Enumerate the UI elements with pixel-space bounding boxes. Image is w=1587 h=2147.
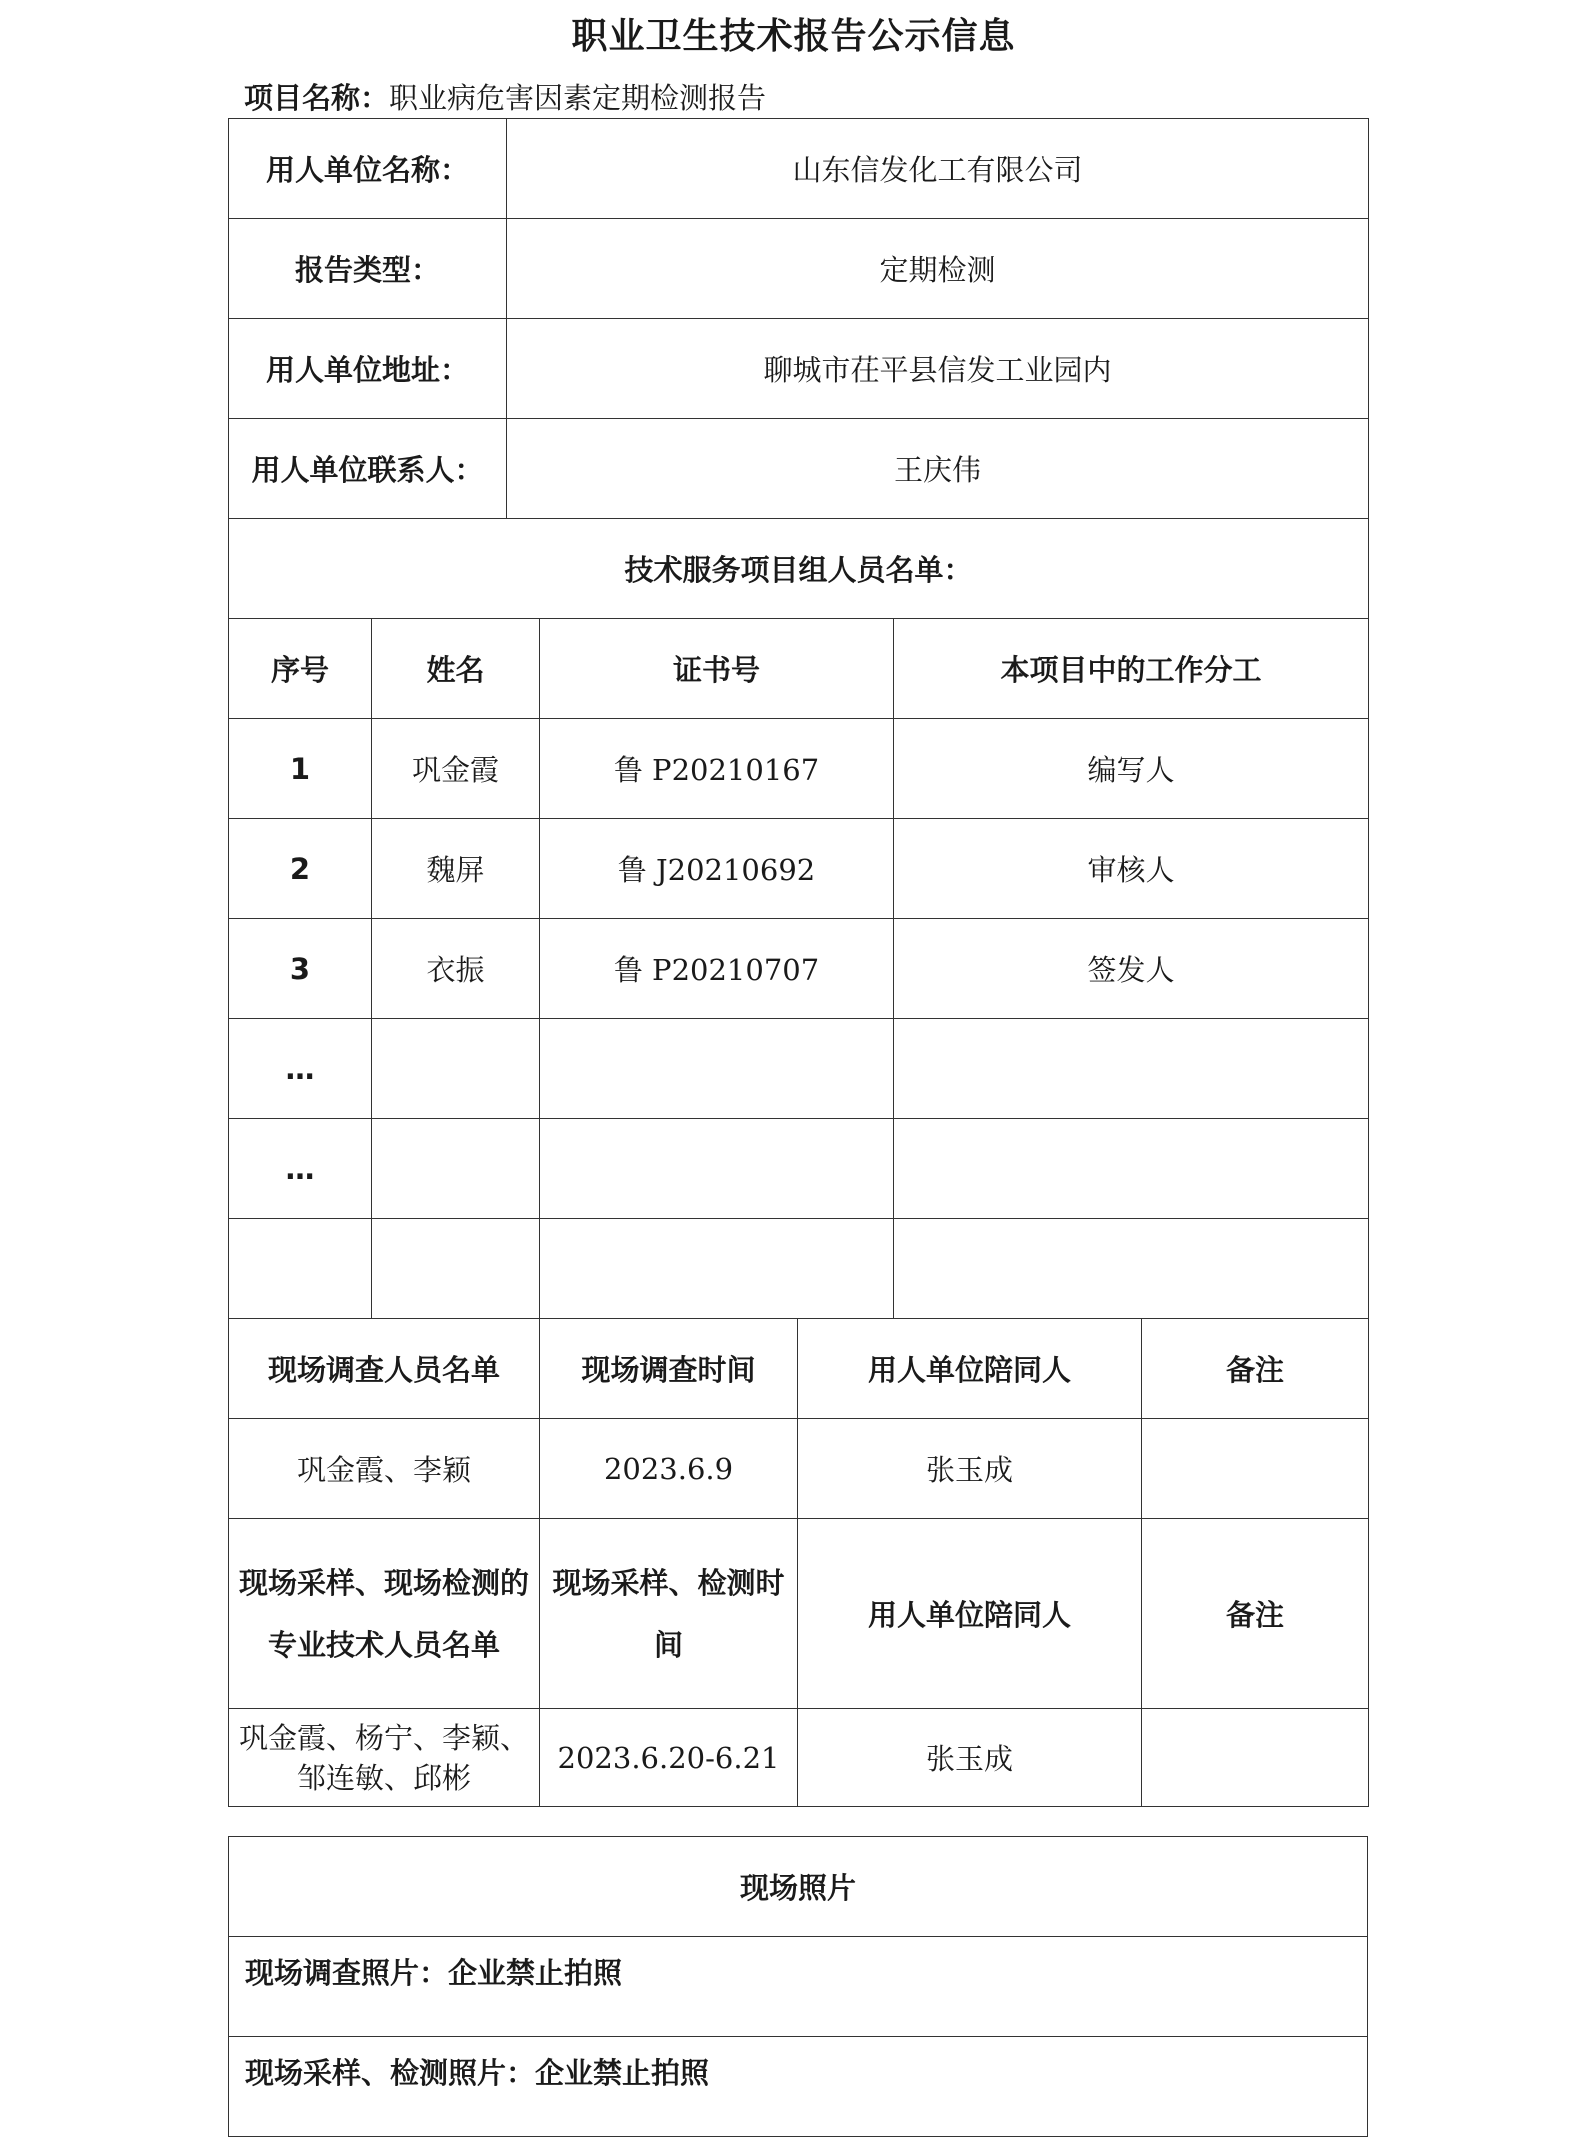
team-header-row (229, 619, 1369, 719)
team-cell-cert (540, 1019, 894, 1119)
team-col-no: 序号 (229, 619, 372, 719)
sampling-col-time: 现场采样、检测时间 (540, 1519, 798, 1709)
team-col-role: 本项目中的工作分工 (894, 619, 1369, 719)
employer-name: 山东信发化工有限公司 (507, 119, 1369, 219)
team-cell-cert: 鲁 P20210707 (540, 919, 894, 1019)
team-cell-role: 签发人 (894, 919, 1369, 1019)
table-row (229, 1019, 1369, 1119)
contact-label: 用人单位联系人： (229, 419, 507, 519)
team-heading-row (229, 519, 1369, 619)
team-cell-no: 2 (229, 819, 372, 919)
team-col-cert: 证书号 (540, 619, 894, 719)
photos-table (228, 1836, 1368, 2137)
table-row (229, 1119, 1369, 1219)
survey-time: 2023.6.9 (540, 1419, 798, 1519)
team-cell-name (372, 1019, 540, 1119)
survey-photo-note: 现场调查照片：企业禁止拍照 (229, 1937, 1368, 2037)
team-cell-role (894, 1119, 1369, 1219)
info-table (228, 118, 1369, 1807)
table-row (229, 919, 1369, 1019)
team-cell-name: 魏屏 (372, 819, 540, 919)
team-cell-role: 编写人 (894, 719, 1369, 819)
photos-heading: 现场照片 (229, 1837, 1368, 1937)
photos-sampling-row (229, 2037, 1368, 2137)
team-cell-no: … (229, 1019, 372, 1119)
team-heading: 技术服务项目组人员名单： (229, 519, 1369, 619)
project-line (244, 76, 766, 117)
team-cell-cert (540, 1119, 894, 1219)
survey-row (229, 1419, 1369, 1519)
sampling-row (229, 1709, 1369, 1807)
photos-heading-row (229, 1837, 1368, 1937)
report-type: 定期检测 (507, 219, 1369, 319)
contact: 王庆伟 (507, 419, 1369, 519)
project-name: 职业病危害因素定期检测报告 (389, 81, 767, 115)
team-cell-cert: 鲁 J20210692 (540, 819, 894, 919)
report-type-label: 报告类型： (229, 219, 507, 319)
survey-remarks (1142, 1419, 1369, 1519)
survey-escort: 张玉成 (798, 1419, 1142, 1519)
team-cell-no: … (229, 1119, 372, 1219)
team-cell-cert: 鲁 P20210167 (540, 719, 894, 819)
survey-staff: 巩金霞、李颖 (229, 1419, 540, 1519)
sampling-remarks (1142, 1709, 1369, 1807)
employer-name-label: 用人单位名称： (229, 119, 507, 219)
sampling-col-escort: 用人单位陪同人 (798, 1519, 1142, 1709)
sampling-photo-note: 现场采样、检测照片：企业禁止拍照 (229, 2037, 1368, 2137)
sampling-staff: 巩金霞、杨宁、李颖、邹连敏、邱彬 (229, 1709, 540, 1807)
team-cell-no (229, 1219, 372, 1319)
sampling-time: 2023.6.20-6.21 (540, 1709, 798, 1807)
team-cell-name: 衣振 (372, 919, 540, 1019)
table-row (229, 719, 1369, 819)
contact-row (229, 419, 1369, 519)
sampling-col-staff: 现场采样、现场检测的专业技术人员名单 (229, 1519, 540, 1709)
team-cell-no: 3 (229, 919, 372, 1019)
address-row (229, 319, 1369, 419)
address: 聊城市茌平县信发工业园内 (507, 319, 1369, 419)
team-cell-name (372, 1219, 540, 1319)
team-cell-role (894, 1219, 1369, 1319)
survey-header-row (229, 1319, 1369, 1419)
team-col-name: 姓名 (372, 619, 540, 719)
team-cell-no: 1 (229, 719, 372, 819)
report-type-row (229, 219, 1369, 319)
team-cell-name (372, 1119, 540, 1219)
project-label: 项目名称： (244, 81, 390, 115)
sampling-header-row (229, 1519, 1369, 1709)
team-cell-role: 审核人 (894, 819, 1369, 919)
team-cell-role (894, 1019, 1369, 1119)
address-label: 用人单位地址： (229, 319, 507, 419)
sampling-escort: 张玉成 (798, 1709, 1142, 1807)
survey-col-staff: 现场调查人员名单 (229, 1319, 540, 1419)
survey-col-escort: 用人单位陪同人 (798, 1319, 1142, 1419)
table-row (229, 1219, 1369, 1319)
survey-col-remarks: 备注 (1142, 1319, 1369, 1419)
document-title: 职业卫生技术报告公示信息 (571, 16, 1016, 57)
employer-name-row (229, 119, 1369, 219)
team-cell-name: 巩金霞 (372, 719, 540, 819)
survey-col-time: 现场调查时间 (540, 1319, 798, 1419)
photos-survey-row (229, 1937, 1368, 2037)
team-cell-cert (540, 1219, 894, 1319)
table-row (229, 819, 1369, 919)
sampling-col-remarks: 备注 (1142, 1519, 1369, 1709)
